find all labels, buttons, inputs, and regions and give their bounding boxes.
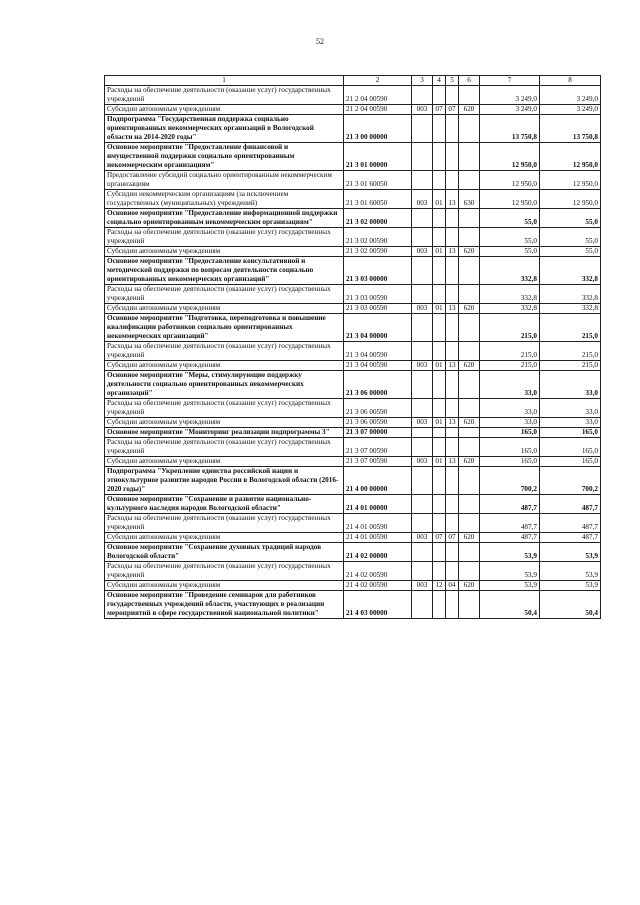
row-name-cell: Субсидии автономным учреждениям <box>105 247 344 257</box>
row-ministry-cell <box>412 285 433 304</box>
row-name-cell: Субсидии автономным учреждениям <box>105 304 344 314</box>
row-subsection-cell <box>446 438 459 457</box>
row-ministry-cell: 003 <box>412 581 433 591</box>
row-amount-cell: 332,8 <box>480 285 540 304</box>
row-amount-total-cell: 55,0 <box>540 209 601 228</box>
row-section-cell <box>433 314 446 342</box>
row-name-cell: Подпрограмма "Укрепление единства российской нации и этнокультурное развитие народов России в Вологодской области (2016-2020 годы)" <box>105 467 344 495</box>
row-ministry-cell <box>412 86 433 105</box>
row-section-cell <box>433 171 446 190</box>
row-amount-cell: 3 249,0 <box>480 105 540 115</box>
table-row <box>105 257 601 285</box>
table-row <box>105 438 601 457</box>
row-expense-type-cell: 620 <box>459 247 480 257</box>
row-expense-type-cell <box>459 209 480 228</box>
row-ministry-cell <box>412 438 433 457</box>
row-amount-total-cell: 165,0 <box>540 428 601 438</box>
row-amount-total-cell: 53,9 <box>540 581 601 591</box>
row-name-cell: Расходы на обеспечение деятельности (оказание услуг) государственных учреждений <box>105 399 344 418</box>
row-section-cell <box>433 143 446 171</box>
row-subsection-cell <box>446 591 459 619</box>
row-section-cell <box>433 591 446 619</box>
row-expense-type-cell: 620 <box>459 533 480 543</box>
row-name-cell: Расходы на обеспечение деятельности (оказание услуг) государственных учреждений <box>105 86 344 105</box>
row-code-cell: 21 3 02 00590 <box>344 247 412 257</box>
row-code-cell: 21 2 04 00590 <box>344 105 412 115</box>
row-amount-total-cell: 12 950,0 <box>540 143 601 171</box>
row-section-cell <box>433 428 446 438</box>
table-row <box>105 514 601 533</box>
row-name-cell: Основное мероприятие "Предоставление консультативной и методической поддержки по вопросам деятельности социально ориентированных некоммерческих организаций" <box>105 257 344 285</box>
row-code-cell: 21 3 02 00590 <box>344 228 412 247</box>
row-amount-cell: 33,0 <box>480 418 540 428</box>
column-header-5: 5 <box>446 76 459 86</box>
row-amount-total-cell: 215,0 <box>540 361 601 371</box>
row-code-cell: 21 3 07 00590 <box>344 457 412 467</box>
row-subsection-cell: 13 <box>446 304 459 314</box>
row-code-cell: 21 3 01 60050 <box>344 190 412 209</box>
table-row <box>105 371 601 399</box>
table-row <box>105 467 601 495</box>
row-subsection-cell <box>446 342 459 361</box>
row-code-cell: 21 3 06 00590 <box>344 399 412 418</box>
table-row <box>105 209 601 228</box>
row-amount-total-cell: 332,8 <box>540 257 601 285</box>
row-code-cell: 21 4 02 00000 <box>344 543 412 562</box>
row-expense-type-cell: 620 <box>459 304 480 314</box>
row-amount-cell: 13 750,8 <box>480 115 540 143</box>
row-amount-cell: 165,0 <box>480 428 540 438</box>
row-section-cell: 07 <box>433 105 446 115</box>
row-amount-total-cell: 3 249,0 <box>540 86 601 105</box>
row-subsection-cell <box>446 171 459 190</box>
table-row <box>105 342 601 361</box>
row-expense-type-cell <box>459 428 480 438</box>
row-section-cell: 07 <box>433 533 446 543</box>
row-code-cell: 21 3 01 00000 <box>344 143 412 171</box>
row-expense-type-cell: 620 <box>459 581 480 591</box>
row-code-cell: 21 4 02 00590 <box>344 581 412 591</box>
row-section-cell <box>433 514 446 533</box>
table-row <box>105 228 601 247</box>
row-name-cell: Основное мероприятие "Предоставление информационной поддержки социально ориентированным некоммерческим организациям" <box>105 209 344 228</box>
row-ministry-cell <box>412 257 433 285</box>
row-section-cell: 01 <box>433 304 446 314</box>
table-row <box>105 399 601 418</box>
row-amount-total-cell: 12 950,0 <box>540 171 601 190</box>
row-amount-total-cell: 487,7 <box>540 495 601 514</box>
row-amount-total-cell: 487,7 <box>540 514 601 533</box>
row-subsection-cell <box>446 428 459 438</box>
row-subsection-cell <box>446 467 459 495</box>
row-section-cell <box>433 115 446 143</box>
row-code-cell: 21 2 04 00590 <box>344 86 412 105</box>
row-expense-type-cell <box>459 115 480 143</box>
row-name-cell: Расходы на обеспечение деятельности (оказание услуг) государственных учреждений <box>105 562 344 581</box>
table-row <box>105 591 601 619</box>
row-name-cell: Основное мероприятие "Проведение семинаров для работников государственных учреждений области, участвующих в реализации мероприятий в сфере государственной национальной политики" <box>105 591 344 619</box>
row-amount-total-cell: 33,0 <box>540 418 601 428</box>
row-subsection-cell <box>446 562 459 581</box>
row-amount-total-cell: 3 249,0 <box>540 105 601 115</box>
budget-table <box>104 75 601 619</box>
row-amount-total-cell: 33,0 <box>540 399 601 418</box>
row-ministry-cell: 003 <box>412 247 433 257</box>
row-amount-cell: 55,0 <box>480 209 540 228</box>
row-expense-type-cell <box>459 371 480 399</box>
row-expense-type-cell <box>459 342 480 361</box>
row-expense-type-cell <box>459 171 480 190</box>
row-ministry-cell: 003 <box>412 418 433 428</box>
table-row <box>105 285 601 304</box>
row-code-cell: 21 3 06 00590 <box>344 418 412 428</box>
row-name-cell: Основное мероприятие "Подготовка, переподготовка и повышение квалификации работников социально ориентированных некоммерческих организаций" <box>105 314 344 342</box>
row-name-cell: Предоставление субсидий социально ориентированным некоммерческим организациям <box>105 171 344 190</box>
row-code-cell: 21 3 06 00000 <box>344 371 412 399</box>
row-amount-total-cell: 332,8 <box>540 304 601 314</box>
row-code-cell: 21 3 07 00590 <box>344 438 412 457</box>
table-header-row <box>105 76 601 86</box>
row-subsection-cell <box>446 209 459 228</box>
row-code-cell: 21 3 02 00000 <box>344 209 412 228</box>
row-expense-type-cell <box>459 257 480 285</box>
row-code-cell: 21 3 04 00590 <box>344 361 412 371</box>
row-expense-type-cell <box>459 285 480 304</box>
row-name-cell: Субсидии некоммерческим организациям (за исключением государственных (муниципальных) учреждений) <box>105 190 344 209</box>
row-ministry-cell <box>412 171 433 190</box>
row-code-cell: 21 4 01 00000 <box>344 495 412 514</box>
row-section-cell <box>433 543 446 562</box>
row-ministry-cell <box>412 562 433 581</box>
row-amount-cell: 165,0 <box>480 438 540 457</box>
table-row <box>105 428 601 438</box>
row-subsection-cell <box>446 399 459 418</box>
row-amount-cell: 215,0 <box>480 342 540 361</box>
row-section-cell <box>433 285 446 304</box>
row-amount-cell: 55,0 <box>480 228 540 247</box>
row-amount-cell: 215,0 <box>480 361 540 371</box>
row-amount-total-cell: 53,9 <box>540 543 601 562</box>
row-expense-type-cell <box>459 438 480 457</box>
row-code-cell: 21 4 00 00000 <box>344 467 412 495</box>
row-amount-cell: 53,9 <box>480 543 540 562</box>
row-section-cell: 01 <box>433 247 446 257</box>
row-amount-cell: 53,9 <box>480 581 540 591</box>
row-amount-total-cell: 215,0 <box>540 314 601 342</box>
row-ministry-cell <box>412 591 433 619</box>
row-section-cell <box>433 562 446 581</box>
column-header-2: 2 <box>344 76 412 86</box>
row-name-cell: Расходы на обеспечение деятельности (оказание услуг) государственных учреждений <box>105 342 344 361</box>
row-subsection-cell: 04 <box>446 581 459 591</box>
row-amount-total-cell: 33,0 <box>540 371 601 399</box>
row-subsection-cell <box>446 371 459 399</box>
row-expense-type-cell <box>459 86 480 105</box>
row-name-cell: Основное мероприятие "Мониторинг реализации подпрограммы 3" <box>105 428 344 438</box>
row-amount-total-cell: 165,0 <box>540 438 601 457</box>
row-amount-cell: 487,7 <box>480 533 540 543</box>
row-amount-cell: 53,9 <box>480 562 540 581</box>
row-expense-type-cell <box>459 514 480 533</box>
row-amount-cell: 700,2 <box>480 467 540 495</box>
row-name-cell: Подпрограмма "Государственная поддержка социально ориентированных некоммерческих организаций в Вологодской области на 2014-2020 годы" <box>105 115 344 143</box>
row-expense-type-cell <box>459 591 480 619</box>
row-code-cell: 21 4 01 00590 <box>344 514 412 533</box>
row-amount-cell: 33,0 <box>480 371 540 399</box>
table-row <box>105 86 601 105</box>
row-expense-type-cell <box>459 562 480 581</box>
row-section-cell <box>433 371 446 399</box>
row-code-cell: 21 4 02 00590 <box>344 562 412 581</box>
row-name-cell: Основное мероприятие "Меры, стимулирующие поддержку деятельности социально ориентированных некоммерческих организаций" <box>105 371 344 399</box>
row-ministry-cell <box>412 371 433 399</box>
row-section-cell: 01 <box>433 190 446 209</box>
row-name-cell: Основное мероприятие "Предоставление финансовой и имущественной поддержки социально ориентированным некоммерческим организациям" <box>105 143 344 171</box>
row-amount-cell: 332,8 <box>480 304 540 314</box>
row-section-cell: 01 <box>433 457 446 467</box>
row-ministry-cell: 003 <box>412 105 433 115</box>
table-row <box>105 562 601 581</box>
row-ministry-cell: 003 <box>412 533 433 543</box>
row-ministry-cell: 003 <box>412 361 433 371</box>
row-code-cell: 21 3 01 60050 <box>344 171 412 190</box>
row-amount-cell: 215,0 <box>480 314 540 342</box>
row-expense-type-cell <box>459 228 480 247</box>
row-amount-total-cell: 700,2 <box>540 467 601 495</box>
column-header-4: 4 <box>433 76 446 86</box>
column-header-3: 3 <box>412 76 433 86</box>
row-amount-total-cell: 53,9 <box>540 562 601 581</box>
row-subsection-cell <box>446 143 459 171</box>
row-amount-cell: 332,8 <box>480 257 540 285</box>
row-amount-cell: 165,0 <box>480 457 540 467</box>
row-name-cell: Субсидии автономным учреждениям <box>105 418 344 428</box>
row-code-cell: 21 3 00 00000 <box>344 115 412 143</box>
row-amount-total-cell: 50,4 <box>540 591 601 619</box>
row-expense-type-cell <box>459 467 480 495</box>
row-name-cell: Расходы на обеспечение деятельности (оказание услуг) государственных учреждений <box>105 285 344 304</box>
row-subsection-cell <box>446 314 459 342</box>
row-section-cell <box>433 209 446 228</box>
row-expense-type-cell: 620 <box>459 105 480 115</box>
row-amount-cell: 33,0 <box>480 399 540 418</box>
row-ministry-cell <box>412 342 433 361</box>
row-subsection-cell <box>446 228 459 247</box>
table-row <box>105 533 601 543</box>
row-amount-total-cell: 13 750,8 <box>540 115 601 143</box>
row-amount-total-cell: 332,8 <box>540 285 601 304</box>
row-expense-type-cell <box>459 543 480 562</box>
row-ministry-cell: 003 <box>412 457 433 467</box>
row-amount-total-cell: 165,0 <box>540 457 601 467</box>
row-expense-type-cell <box>459 314 480 342</box>
row-code-cell: 21 4 03 00000 <box>344 591 412 619</box>
row-ministry-cell <box>412 428 433 438</box>
row-expense-type-cell: 620 <box>459 361 480 371</box>
column-header-1: 1 <box>105 76 344 86</box>
table-row <box>105 495 601 514</box>
row-ministry-cell <box>412 399 433 418</box>
row-expense-type-cell <box>459 399 480 418</box>
row-name-cell: Расходы на обеспечение деятельности (оказание услуг) государственных учреждений <box>105 228 344 247</box>
row-amount-total-cell: 55,0 <box>540 247 601 257</box>
row-amount-cell: 487,7 <box>480 514 540 533</box>
row-subsection-cell: 07 <box>446 533 459 543</box>
row-code-cell: 21 3 04 00590 <box>344 342 412 361</box>
row-expense-type-cell: 630 <box>459 190 480 209</box>
row-code-cell: 21 3 03 00590 <box>344 304 412 314</box>
row-section-cell <box>433 495 446 514</box>
row-ministry-cell <box>412 209 433 228</box>
row-subsection-cell: 13 <box>446 190 459 209</box>
table-row <box>105 314 601 342</box>
row-section-cell <box>433 228 446 247</box>
table-row <box>105 361 601 371</box>
row-subsection-cell <box>446 514 459 533</box>
row-ministry-cell <box>412 228 433 247</box>
row-amount-cell: 487,7 <box>480 495 540 514</box>
column-header-7: 7 <box>480 76 540 86</box>
table-row <box>105 171 601 190</box>
row-code-cell: 21 3 04 00000 <box>344 314 412 342</box>
row-subsection-cell: 13 <box>446 418 459 428</box>
row-name-cell: Субсидии автономным учреждениям <box>105 361 344 371</box>
row-expense-type-cell <box>459 143 480 171</box>
row-code-cell: 21 3 07 00000 <box>344 428 412 438</box>
row-name-cell: Основное мероприятие "Сохранение и развитие национально-культурного наследия народов Вологодской области" <box>105 495 344 514</box>
row-amount-cell: 3 249,0 <box>480 86 540 105</box>
row-ministry-cell <box>412 543 433 562</box>
row-name-cell: Основное мероприятие "Сохранение духовных традиций народов Вологодской области" <box>105 543 344 562</box>
row-amount-cell: 12 950,0 <box>480 190 540 209</box>
table-row <box>105 115 601 143</box>
table-row <box>105 418 601 428</box>
row-code-cell: 21 3 03 00000 <box>344 257 412 285</box>
table-row <box>105 581 601 591</box>
row-ministry-cell: 003 <box>412 304 433 314</box>
row-amount-cell: 12 950,0 <box>480 171 540 190</box>
row-code-cell: 21 3 03 00590 <box>344 285 412 304</box>
row-subsection-cell <box>446 495 459 514</box>
row-ministry-cell <box>412 495 433 514</box>
table-row <box>105 304 601 314</box>
row-section-cell <box>433 86 446 105</box>
row-subsection-cell <box>446 86 459 105</box>
table-body <box>105 86 601 619</box>
row-section-cell: 01 <box>433 361 446 371</box>
row-ministry-cell <box>412 115 433 143</box>
row-section-cell: 01 <box>433 418 446 428</box>
row-subsection-cell: 13 <box>446 247 459 257</box>
row-section-cell <box>433 467 446 495</box>
row-ministry-cell <box>412 314 433 342</box>
row-amount-total-cell: 215,0 <box>540 342 601 361</box>
row-subsection-cell <box>446 543 459 562</box>
row-amount-cell: 55,0 <box>480 247 540 257</box>
table-row <box>105 457 601 467</box>
row-subsection-cell: 13 <box>446 361 459 371</box>
row-ministry-cell <box>412 514 433 533</box>
row-subsection-cell <box>446 285 459 304</box>
row-name-cell: Расходы на обеспечение деятельности (оказание услуг) государственных учреждений <box>105 514 344 533</box>
row-subsection-cell <box>446 115 459 143</box>
column-header-6: 6 <box>459 76 480 86</box>
row-section-cell: 12 <box>433 581 446 591</box>
row-expense-type-cell: 620 <box>459 418 480 428</box>
row-subsection-cell <box>446 257 459 285</box>
table-row <box>105 105 601 115</box>
page-number: 52 <box>316 37 324 46</box>
row-amount-cell: 12 950,0 <box>480 143 540 171</box>
row-amount-total-cell: 55,0 <box>540 228 601 247</box>
row-section-cell <box>433 257 446 285</box>
row-amount-total-cell: 487,7 <box>540 533 601 543</box>
row-section-cell <box>433 438 446 457</box>
column-header-8: 8 <box>540 76 601 86</box>
row-ministry-cell <box>412 143 433 171</box>
row-ministry-cell <box>412 467 433 495</box>
row-amount-total-cell: 12 950,0 <box>540 190 601 209</box>
table-row <box>105 247 601 257</box>
row-name-cell: Субсидии автономным учреждениям <box>105 533 344 543</box>
row-section-cell <box>433 342 446 361</box>
row-name-cell: Субсидии автономным учреждениям <box>105 457 344 467</box>
row-name-cell: Расходы на обеспечение деятельности (оказание услуг) государственных учреждений <box>105 438 344 457</box>
row-amount-cell: 50,4 <box>480 591 540 619</box>
row-subsection-cell: 13 <box>446 457 459 467</box>
row-name-cell: Субсидии автономным учреждениям <box>105 105 344 115</box>
row-section-cell <box>433 399 446 418</box>
table-row <box>105 190 601 209</box>
row-ministry-cell: 003 <box>412 190 433 209</box>
table-row <box>105 143 601 171</box>
row-expense-type-cell <box>459 495 480 514</box>
row-name-cell: Субсидии автономным учреждениям <box>105 581 344 591</box>
table-row <box>105 543 601 562</box>
row-expense-type-cell: 620 <box>459 457 480 467</box>
row-subsection-cell: 07 <box>446 105 459 115</box>
row-code-cell: 21 4 01 00590 <box>344 533 412 543</box>
